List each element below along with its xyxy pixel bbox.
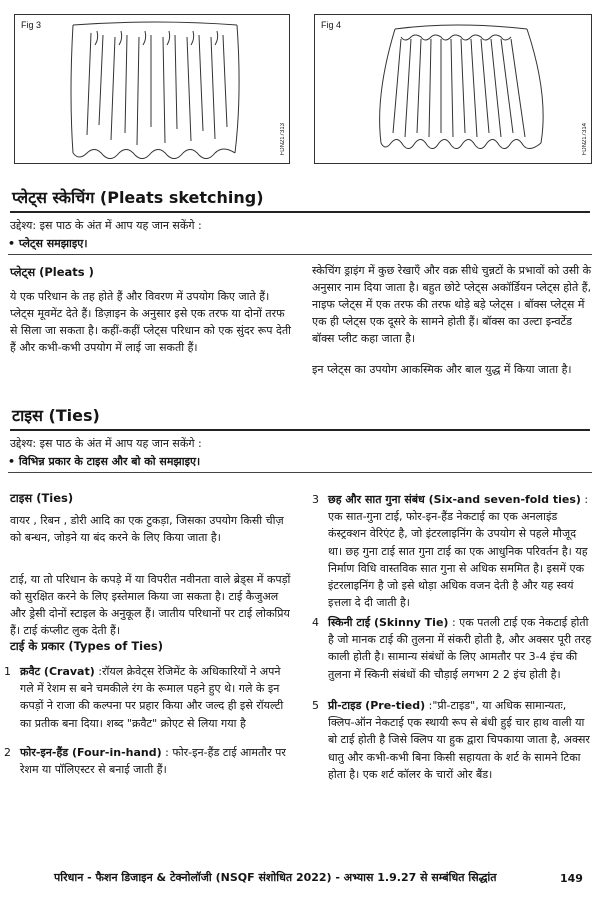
pleats-objective-bullet: • प्लेट्स समझाइए। xyxy=(8,237,88,250)
list-item-number: 2 xyxy=(4,746,11,759)
list-item-label: स्किनी टाई (Skinny Tie) xyxy=(328,616,449,629)
figure-4 xyxy=(314,14,592,164)
list-item-description: : फोर-इन-हैंड टाई आमतौर पर रेशम या पॉलिएस्टर से बनाई जाती हैं। xyxy=(20,746,286,777)
ties-list-item-1 xyxy=(4,663,292,732)
list-item-number: 1 xyxy=(4,665,11,678)
page-footer: परिधान - फैशन डिजाइन & टेक्नोलॉजी (NSQF संशोधित 2022) - अभ्यास 1.9.27 से सम्बंधित सिद्धांत xyxy=(54,871,497,884)
ties-types-heading: टाई के प्रकार (Types of Ties) xyxy=(10,639,164,653)
list-item-label: छह और सात गुना संबंध (Six-and seven-fold ties) xyxy=(328,493,581,506)
figure-3 xyxy=(14,14,290,164)
list-item-description: : एक पतली टाई एक नेकटाई होती है जो मानक टाई की तुलना में संकरी होती है, और अक्सर पूरी तरह काली होती है। सामान्य संबंधों के लिए आमतौर पर 3-4 इंच की तुलना में स्किनी संबंधों की चौड़ाई लगभग 2 2 इंच होती है। xyxy=(328,616,592,681)
ties-paragraph-2: टाई, या तो परिधान के कपड़े में या विपरीत नवीनता वाले ब्रेड्स में कपड़ों को सुरक्षित करने के लिए इस्तेमाल किया जा सकता है। टाई कैजुअल और ड्रेसी दोनों स्टाइल के अनुकूल हैं। जातीय परिधानों पर टाई लोकप्रिय हैं। टाई कंप्लीट लुक देती हैं। xyxy=(10,573,291,637)
ties-list-item-2 xyxy=(4,744,292,778)
figure-3-code: FDN217313 xyxy=(280,122,286,155)
ties-title-rule xyxy=(10,429,590,431)
figure-4-code: FDN217314 xyxy=(582,122,588,155)
ties-list-item-4 xyxy=(312,614,592,683)
pleats-section-title: प्लेट्स स्केचिंग (Pleats sketching) xyxy=(12,188,264,207)
page-number: 149 xyxy=(560,872,583,885)
ties-list-item-3 xyxy=(312,491,592,611)
list-item-number: 5 xyxy=(312,699,319,712)
list-item-label: क्रवैट (Cravat) xyxy=(20,665,95,678)
ties-section-title: टाइस (Ties) xyxy=(12,406,100,425)
pleats-right-paragraph-2: इन प्लेट्स का उपयोग आकस्मिक और बाल युद्ध में किया जाता है। xyxy=(312,363,572,376)
pleats-left-paragraph: ये एक परिधान के तह होते हैं और विवरण में उपयोग किए जाते हैं। प्लेट्स मूवमेंट देते हैं। डिज़ाइन के अनुसार इसे एक तरफ या दोनों तरफ से सिला जा सकता है। कहीं-कहीं प्लेट्स परिधान को एक सुंदर रूप देती हैं और कभी-कभी उपयोग में लाई जा सकती हैं। xyxy=(10,290,291,354)
list-item-number: 3 xyxy=(312,493,319,506)
ties-list-item-5 xyxy=(312,697,592,783)
pleats-subheading: प्लेट्स (Pleats ) xyxy=(10,265,94,279)
list-item-text xyxy=(312,491,592,611)
pleats-title-rule xyxy=(10,211,590,213)
list-item-text xyxy=(312,614,592,683)
list-item-text xyxy=(312,697,592,783)
figure-4-label: Fig 4 xyxy=(321,20,342,30)
list-item-description: :"प्री-टाइड", या अधिक सामान्यतः, क्लिप-ऑन नेकटाई एक स्थायी रूप से बंधी हुई चार हाथ वाली या बो टाई होती है जिसे क्लिप या हुक द्वारा चिपकाया जाता है, अक्सर धातु और कभी-कभी बिना किसी सहायता के शर्ट के सामने टिका होता है। एक शर्ट कॉलर के चारों ओर बैंड। xyxy=(328,699,590,781)
ties-objective-intro: उद्देश्य: इस पाठ के अंत में आप यह जान सकेंगे : xyxy=(10,437,202,450)
pleats-right-paragraph-1: स्केचिंग ड्राइंग में कुछ रेखाएँ और वक्र सीधे चुन्नटों के प्रभावों को उसी के अनुसार नाम दिया जाता है। बहुत छोटे प्लेट्स अकॉर्डियन प्लेट्स होते हैं, नाइफ प्लेट्स में एक तरफ की तरफ थोड़े बड़े प्लेट्स । बॉक्स प्लेट्स में एक ही प्लेट्स एक दूसरे के सामने होती हैं। बॉक्स का उल्टा इन्वर्टेड बॉक्स प्लीट कहा जाता है। xyxy=(312,264,592,345)
list-item-description: : एक सात-गुना टाई, फोर-इन-हैंड नेकटाई का एक अनलाइंड कंस्ट्रक्शन वेरिएंट है, जो इंटरलाइनिंग के उपयोग से पहले मौजूद था। छह गुना टाई सात गुना टाई का एक आधुनिक परिवर्तन है। यह निर्माण विधि वास्तविक सात गुना से अधिक सममित है। इसमें एक इंटरलाइनिंग है जो इसे थोड़ा अधिक वजन देती है और यह स्वयं इत्तला दे दी जाती है। xyxy=(328,493,589,610)
ties-objective-rule xyxy=(8,472,592,473)
pleats-objective-intro: उद्देश्य: इस पाठ के अंत में आप यह जान सकेंगे : xyxy=(10,219,202,232)
figure-3-label: Fig 3 xyxy=(21,20,42,30)
list-item-number: 4 xyxy=(312,616,319,629)
ties-paragraph-1: वायर , रिबन , डोरी आदि का एक टुकड़ा, जिसका उपयोग किसी चीज़ को बन्धन, जोड़ने या बंद करने के लिए किया जाता है। xyxy=(10,514,284,544)
list-item-label: फोर-इन-हैंड (Four-in-hand) xyxy=(20,746,162,759)
list-item-description: :रॉयल क्रेवेट्स रेजिमेंट के अधिकारियों ने अपने गले में रेशम स बने चमकीले रंग के रूमाल पहने हुए थे। गले के इन कपड़ों ने राजा की कल्पना पर प्रहार किया और जल्द ही इसे रॉयल्टी का प्रतीक बना दिया। शब्द "क्रवैट" क्रोएट से लिया गया है xyxy=(20,665,284,730)
pleats-objective-rule xyxy=(8,254,592,255)
figure-3-pleated-skirt-sketch xyxy=(15,15,291,165)
ties-objective-bullet: • विभिन्न प्रकार के टाइस और बो को समझाइए। xyxy=(8,455,201,468)
figure-4-accordion-pleats-sketch xyxy=(315,15,593,165)
ties-subheading: टाइस (Ties) xyxy=(10,491,74,505)
list-item-label: प्री-टाइड (Pre-tied) xyxy=(328,699,426,712)
list-item-text xyxy=(4,744,292,778)
list-item-text xyxy=(4,663,292,732)
